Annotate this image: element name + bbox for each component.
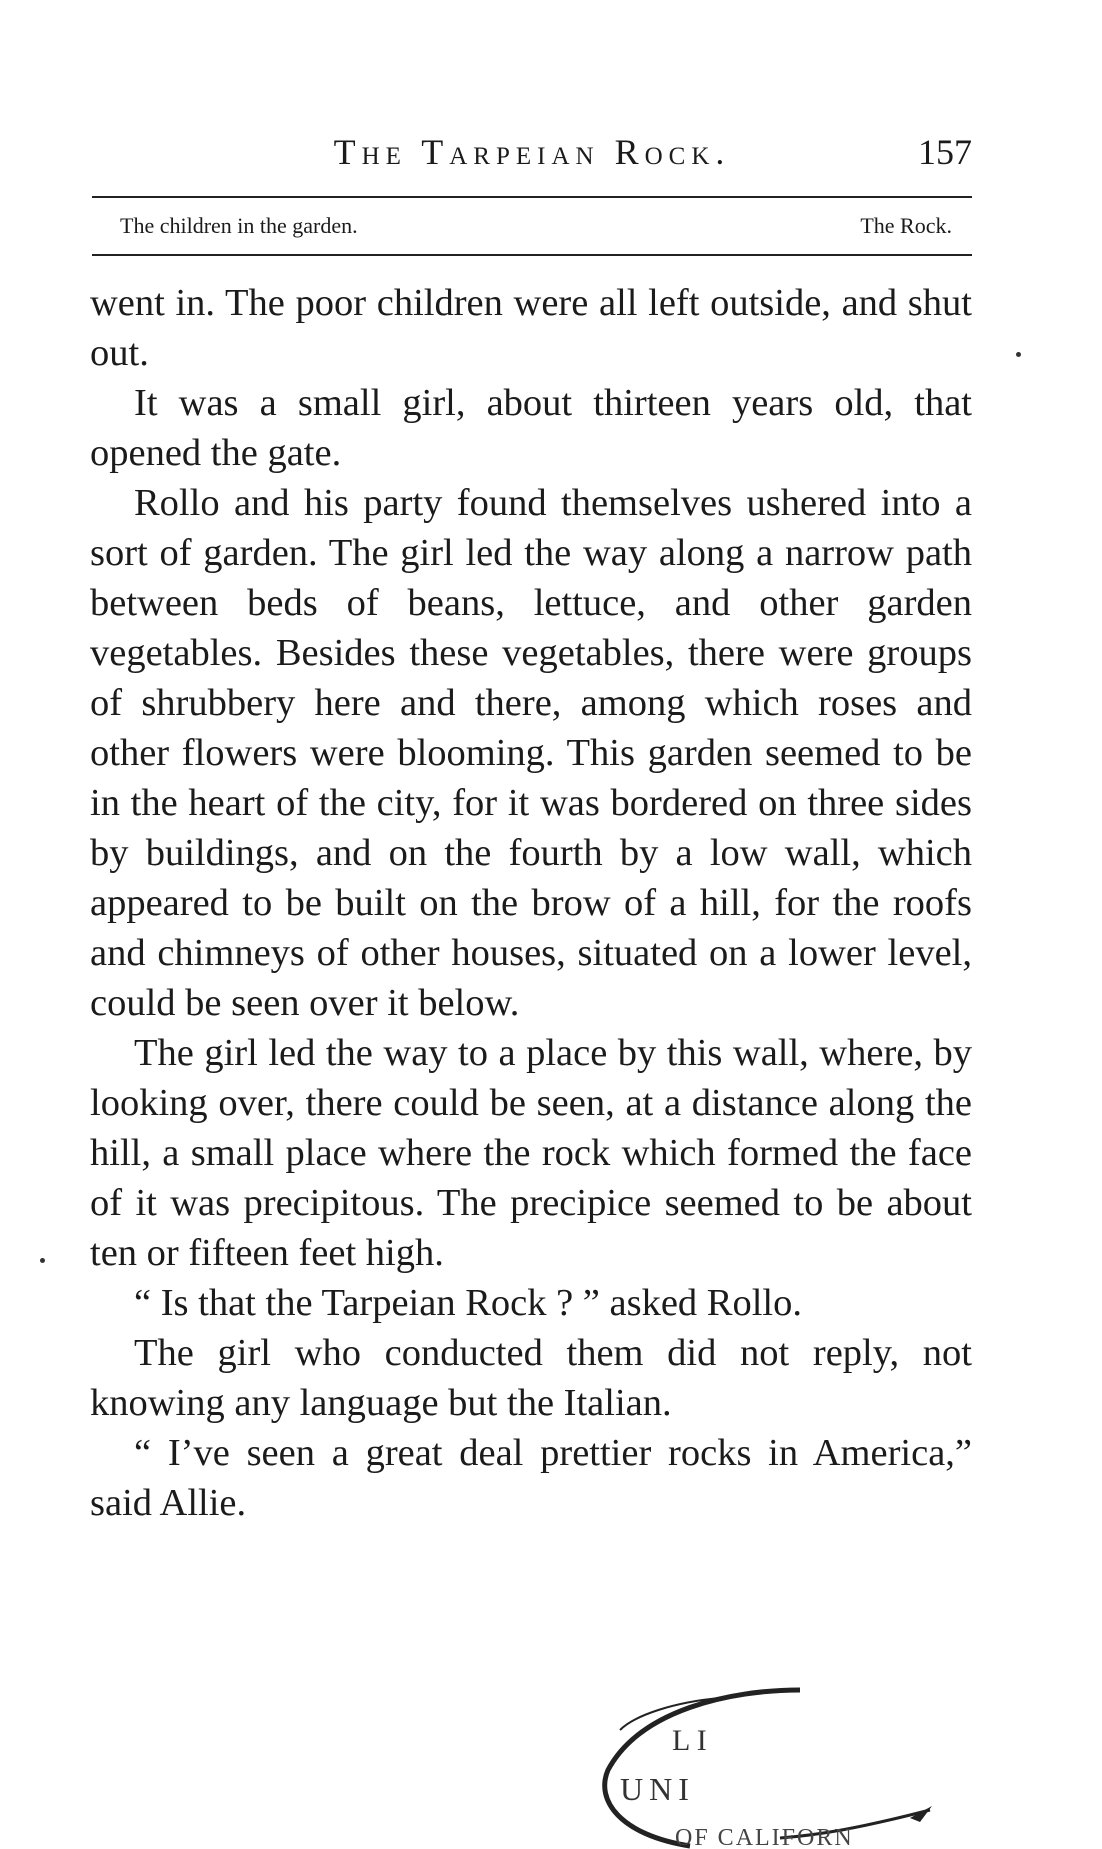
stamp-line3: OF CALIFORN xyxy=(675,1825,854,1849)
header-rule-bottom xyxy=(92,254,972,256)
margin-dot xyxy=(40,1258,45,1263)
paragraph: The girl who conducted them did not reply, not knowing any language but the Italian. xyxy=(90,1332,972,1424)
running-title: The Tarpeian Rock. xyxy=(333,132,731,172)
library-stamp xyxy=(580,1660,940,1849)
header-rule-top xyxy=(92,196,972,198)
subhead xyxy=(120,210,952,242)
paragraph: It was a small girl, about thirteen years old, that opened the gate. xyxy=(90,382,972,474)
paragraph: “ I’ve seen a great deal prettier rocks in America,” said Allie. xyxy=(90,1432,972,1524)
stamp-line1: L I xyxy=(672,1724,707,1757)
subhead-right: The Rock. xyxy=(860,213,952,238)
page-number: 157 xyxy=(918,132,972,172)
stamp-line2: UNI xyxy=(620,1771,695,1807)
running-head xyxy=(92,128,972,176)
body-text xyxy=(90,278,972,1528)
margin-dot xyxy=(1016,352,1021,357)
paragraph: Rollo and his party found themselves ushered into a sort of garden. The girl led the way along a narrow path between beds of beans, lettuce, and other garden vegetables. Besides these vegetables, there were groups of shrubbery here and there, among which roses and other flowers were blooming. This garden seemed to be in the heart of the city, for it was bordered on three sides by buildings, and on the fourth by a low wall, which appeared to be built on the brow of a hill, for the roofs and chimneys of other houses, situated on a lower level, could be seen over it below. xyxy=(90,482,972,1024)
paragraph: went in. The poor children were all left outside, and shut out. xyxy=(90,282,972,374)
subhead-left: The children in the garden. xyxy=(120,213,358,238)
paragraph: The girl led the way to a place by this wall, where, by looking over, there could be seen, at a distance along the hill, a small place where the rock which formed the face of it was precipitous. The precipice seemed to be about ten or fifteen feet high. xyxy=(90,1032,972,1274)
paragraph: “ Is that the Tarpeian Rock ? ” asked Rollo. xyxy=(134,1282,802,1324)
